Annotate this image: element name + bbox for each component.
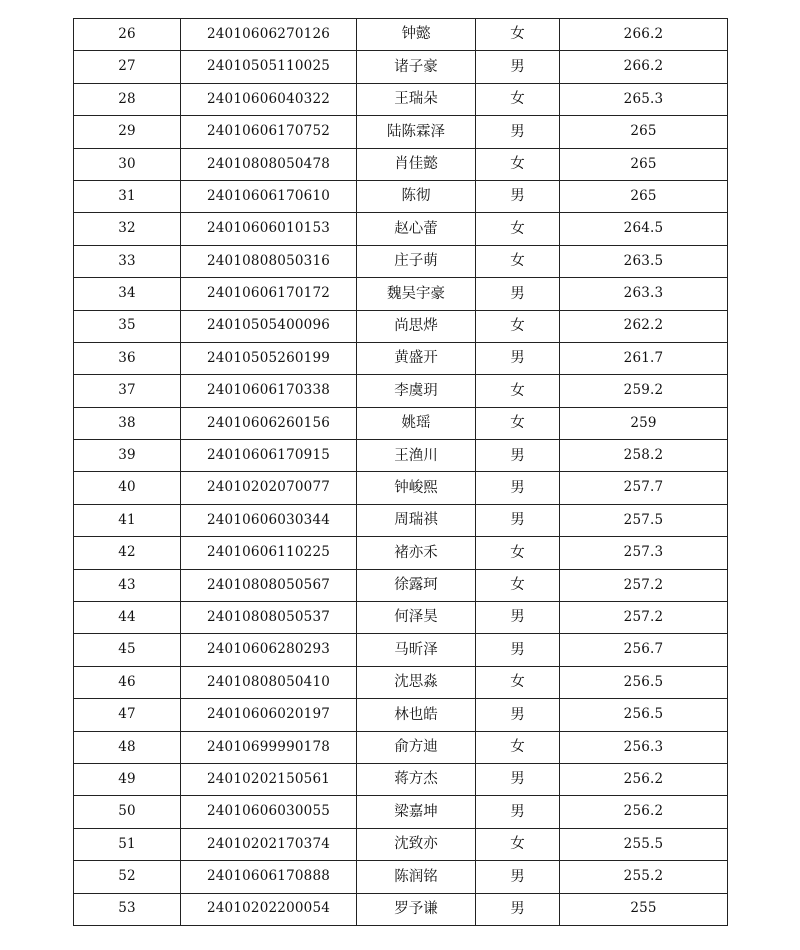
- gender-cell: 女: [476, 666, 560, 698]
- student-name-cell: 何泽昊: [357, 602, 476, 634]
- row-number-cell: 38: [74, 407, 181, 439]
- score-cell: 265: [560, 116, 728, 148]
- exam-id-cell: 24010505260199: [181, 342, 357, 374]
- score-cell: 256.2: [560, 796, 728, 828]
- row-number-cell: 53: [74, 893, 181, 925]
- row-number-cell: 45: [74, 634, 181, 666]
- gender-cell: 男: [476, 278, 560, 310]
- score-cell: 256.5: [560, 666, 728, 698]
- student-name-cell: 魏吴宇豪: [357, 278, 476, 310]
- student-name-cell: 李虞玥: [357, 375, 476, 407]
- exam-id-cell: 24010699990178: [181, 731, 357, 763]
- exam-id-cell: 24010202200054: [181, 893, 357, 925]
- score-cell: 257.5: [560, 504, 728, 536]
- student-name-cell: 钟峻熙: [357, 472, 476, 504]
- student-name-cell: 沈思淼: [357, 666, 476, 698]
- table-row: [74, 213, 728, 245]
- gender-cell: 男: [476, 602, 560, 634]
- row-number-cell: 36: [74, 342, 181, 374]
- exam-id-cell: 24010808050478: [181, 148, 357, 180]
- student-name-cell: 陈彻: [357, 180, 476, 212]
- student-name-cell: 罗予谦: [357, 893, 476, 925]
- score-cell: 265.3: [560, 83, 728, 115]
- table-row: [74, 278, 728, 310]
- table-row: [74, 180, 728, 212]
- student-name-cell: 姚瑶: [357, 407, 476, 439]
- row-number-cell: 32: [74, 213, 181, 245]
- score-cell: 256.5: [560, 699, 728, 731]
- student-name-cell: 徐露珂: [357, 569, 476, 601]
- score-cell: 257.3: [560, 537, 728, 569]
- gender-cell: 男: [476, 51, 560, 83]
- gender-cell: 男: [476, 504, 560, 536]
- student-name-cell: 陈润铭: [357, 861, 476, 893]
- row-number-cell: 33: [74, 245, 181, 277]
- table-row: [74, 375, 728, 407]
- table-row: [74, 796, 728, 828]
- student-name-cell: 褚亦禾: [357, 537, 476, 569]
- gender-cell: 女: [476, 310, 560, 342]
- table-row: [74, 504, 728, 536]
- score-cell: 259: [560, 407, 728, 439]
- row-number-cell: 41: [74, 504, 181, 536]
- student-name-cell: 俞方迪: [357, 731, 476, 763]
- student-name-cell: 尚思烨: [357, 310, 476, 342]
- student-name-cell: 沈致亦: [357, 828, 476, 860]
- score-cell: 263.3: [560, 278, 728, 310]
- student-name-cell: 梁嘉坤: [357, 796, 476, 828]
- score-cell: 257.2: [560, 602, 728, 634]
- table-row: [74, 731, 728, 763]
- student-name-cell: 陆陈霖泽: [357, 116, 476, 148]
- table-row: [74, 634, 728, 666]
- score-cell: 257.2: [560, 569, 728, 601]
- exam-id-cell: 24010606010153: [181, 213, 357, 245]
- table-row: [74, 666, 728, 698]
- gender-cell: 男: [476, 634, 560, 666]
- gender-cell: 女: [476, 828, 560, 860]
- row-number-cell: 51: [74, 828, 181, 860]
- exam-id-cell: 24010202150561: [181, 763, 357, 795]
- gender-cell: 女: [476, 375, 560, 407]
- row-number-cell: 47: [74, 699, 181, 731]
- table-row: [74, 763, 728, 795]
- gender-cell: 男: [476, 861, 560, 893]
- score-cell: 256.2: [560, 763, 728, 795]
- row-number-cell: 31: [74, 180, 181, 212]
- exam-id-cell: 24010606170888: [181, 861, 357, 893]
- exam-id-cell: 24010808050537: [181, 602, 357, 634]
- student-name-cell: 周瑞祺: [357, 504, 476, 536]
- table-row: [74, 569, 728, 601]
- row-number-cell: 35: [74, 310, 181, 342]
- table-row: [74, 828, 728, 860]
- row-number-cell: 26: [74, 19, 181, 51]
- table-row: [74, 472, 728, 504]
- exam-id-cell: 24010606170752: [181, 116, 357, 148]
- gender-cell: 男: [476, 472, 560, 504]
- score-cell: 263.5: [560, 245, 728, 277]
- score-cell: 255.5: [560, 828, 728, 860]
- score-table-body: [74, 19, 728, 926]
- gender-cell: 男: [476, 116, 560, 148]
- row-number-cell: 42: [74, 537, 181, 569]
- row-number-cell: 46: [74, 666, 181, 698]
- table-row: [74, 310, 728, 342]
- gender-cell: 男: [476, 699, 560, 731]
- table-row: [74, 148, 728, 180]
- exam-id-cell: 24010202070077: [181, 472, 357, 504]
- exam-id-cell: 24010606170172: [181, 278, 357, 310]
- student-name-cell: 肖佳懿: [357, 148, 476, 180]
- table-row: [74, 440, 728, 472]
- exam-id-cell: 24010808050316: [181, 245, 357, 277]
- score-cell: 266.2: [560, 51, 728, 83]
- exam-id-cell: 24010606030055: [181, 796, 357, 828]
- row-number-cell: 52: [74, 861, 181, 893]
- table-row: [74, 537, 728, 569]
- exam-id-cell: 24010606020197: [181, 699, 357, 731]
- gender-cell: 男: [476, 180, 560, 212]
- row-number-cell: 43: [74, 569, 181, 601]
- gender-cell: 女: [476, 731, 560, 763]
- gender-cell: 女: [476, 213, 560, 245]
- exam-id-cell: 24010606110225: [181, 537, 357, 569]
- row-number-cell: 49: [74, 763, 181, 795]
- student-name-cell: 马昕泽: [357, 634, 476, 666]
- score-cell: 258.2: [560, 440, 728, 472]
- table-row: [74, 602, 728, 634]
- table-row: [74, 699, 728, 731]
- table-row: [74, 893, 728, 925]
- student-name-cell: 钟懿: [357, 19, 476, 51]
- row-number-cell: 50: [74, 796, 181, 828]
- row-number-cell: 37: [74, 375, 181, 407]
- gender-cell: 男: [476, 440, 560, 472]
- table-row: [74, 861, 728, 893]
- student-name-cell: 王渔川: [357, 440, 476, 472]
- gender-cell: 女: [476, 569, 560, 601]
- exam-id-cell: 24010606040322: [181, 83, 357, 115]
- student-name-cell: 诸子豪: [357, 51, 476, 83]
- gender-cell: 男: [476, 763, 560, 795]
- exam-id-cell: 24010505110025: [181, 51, 357, 83]
- exam-id-cell: 24010606280293: [181, 634, 357, 666]
- score-cell: 266.2: [560, 19, 728, 51]
- student-name-cell: 王瑞朵: [357, 83, 476, 115]
- score-cell: 265: [560, 148, 728, 180]
- gender-cell: 女: [476, 537, 560, 569]
- score-cell: 256.7: [560, 634, 728, 666]
- table-row: [74, 342, 728, 374]
- score-cell: 255.2: [560, 861, 728, 893]
- student-name-cell: 庄子萌: [357, 245, 476, 277]
- score-cell: 255: [560, 893, 728, 925]
- row-number-cell: 44: [74, 602, 181, 634]
- exam-id-cell: 24010606170338: [181, 375, 357, 407]
- table-row: [74, 19, 728, 51]
- exam-id-cell: 24010808050410: [181, 666, 357, 698]
- exam-id-cell: 24010202170374: [181, 828, 357, 860]
- exam-id-cell: 24010606170915: [181, 440, 357, 472]
- table-row: [74, 51, 728, 83]
- score-cell: 262.2: [560, 310, 728, 342]
- score-table: [73, 18, 728, 926]
- exam-id-cell: 24010606170610: [181, 180, 357, 212]
- score-cell: 264.5: [560, 213, 728, 245]
- gender-cell: 男: [476, 893, 560, 925]
- table-row: [74, 116, 728, 148]
- row-number-cell: 48: [74, 731, 181, 763]
- student-name-cell: 黄盛开: [357, 342, 476, 374]
- table-row: [74, 83, 728, 115]
- row-number-cell: 39: [74, 440, 181, 472]
- gender-cell: 男: [476, 342, 560, 374]
- score-cell: 259.2: [560, 375, 728, 407]
- gender-cell: 女: [476, 19, 560, 51]
- score-cell: 265: [560, 180, 728, 212]
- exam-id-cell: 24010505400096: [181, 310, 357, 342]
- row-number-cell: 34: [74, 278, 181, 310]
- gender-cell: 女: [476, 407, 560, 439]
- student-name-cell: 蒋方杰: [357, 763, 476, 795]
- table-row: [74, 245, 728, 277]
- student-name-cell: 赵心蕾: [357, 213, 476, 245]
- row-number-cell: 29: [74, 116, 181, 148]
- exam-id-cell: 24010606260156: [181, 407, 357, 439]
- gender-cell: 女: [476, 148, 560, 180]
- exam-id-cell: 24010606270126: [181, 19, 357, 51]
- exam-id-cell: 24010606030344: [181, 504, 357, 536]
- row-number-cell: 28: [74, 83, 181, 115]
- gender-cell: 女: [476, 245, 560, 277]
- gender-cell: 女: [476, 83, 560, 115]
- gender-cell: 男: [476, 796, 560, 828]
- score-cell: 261.7: [560, 342, 728, 374]
- row-number-cell: 30: [74, 148, 181, 180]
- exam-id-cell: 24010808050567: [181, 569, 357, 601]
- student-name-cell: 林也皓: [357, 699, 476, 731]
- row-number-cell: 40: [74, 472, 181, 504]
- row-number-cell: 27: [74, 51, 181, 83]
- table-row: [74, 407, 728, 439]
- score-cell: 257.7: [560, 472, 728, 504]
- score-cell: 256.3: [560, 731, 728, 763]
